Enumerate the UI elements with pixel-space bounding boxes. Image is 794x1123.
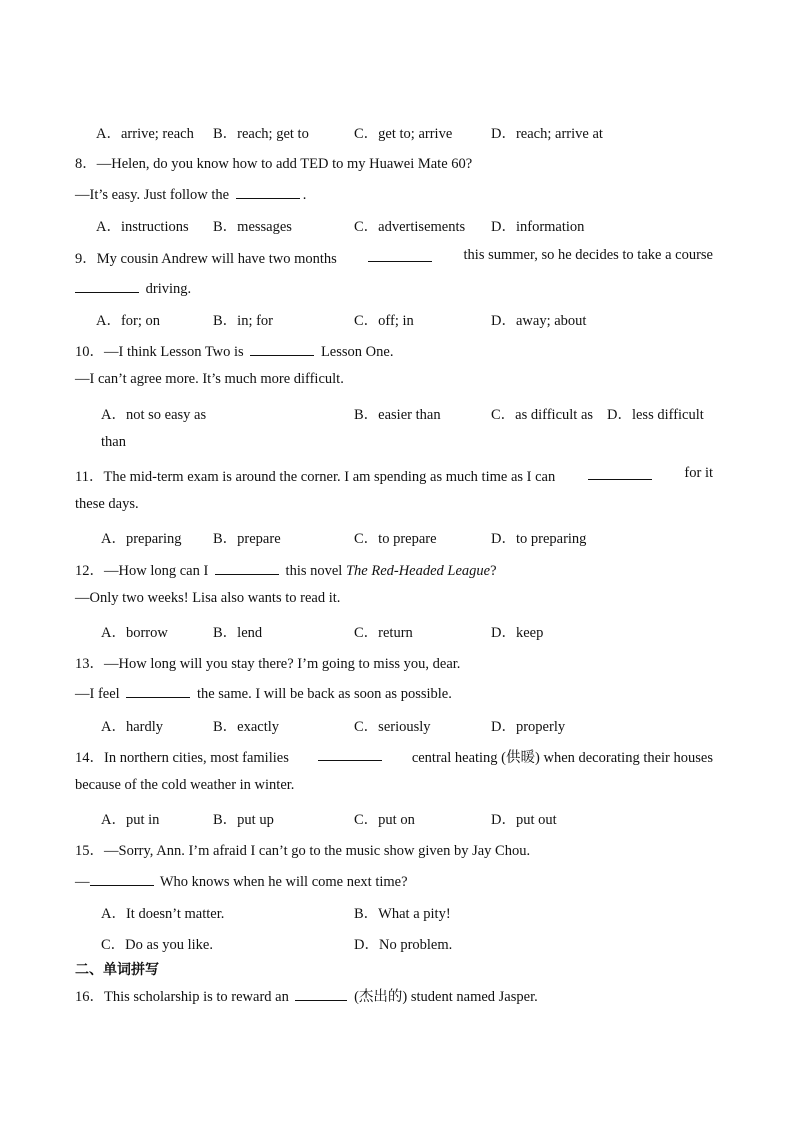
option-a[interactable]: A．instructions <box>96 219 189 235</box>
answer-blank[interactable] <box>250 341 314 356</box>
option-d[interactable]: D．to preparing <box>491 531 587 547</box>
option-a[interactable]: A．hardly <box>101 719 164 735</box>
option-c[interactable]: C．get to; arrive <box>354 126 453 142</box>
option-a[interactable]: A．for; on <box>96 313 161 329</box>
option-a[interactable]: A．not so easy as <box>101 407 207 423</box>
question-stem: 12．—How long can I this novel The Red-Headed League? <box>75 559 497 580</box>
option-c[interactable]: C．advertisements <box>354 219 466 235</box>
option-b[interactable]: B．in; for <box>213 313 274 329</box>
question-reply: —I feel the same. I will be back as soon as possible. <box>75 683 452 703</box>
question-stem: 13．—How long will you stay there? I’m going to miss you, dear. <box>75 656 461 672</box>
question-stem: 8．—Helen, do you know how to add TED to my Huawei Mate 60? <box>75 156 473 172</box>
question-stem: 9．My cousin Andrew will have two months this summer, so he decides to take a course <box>75 247 713 267</box>
question-stem: 15．—Sorry, Ann. I’m afraid I can’t go to the music show given by Jay Chou. <box>75 843 531 859</box>
question-stem: 11．The mid-term exam is around the corner. I am spending as much time as I can for it <box>75 465 713 485</box>
option-a[interactable]: A．preparing <box>101 531 182 547</box>
option-c[interactable]: C．to prepare <box>354 531 437 547</box>
question-stem: 14．In northern cities, most families central heating (供暖) when decorating their houses <box>75 746 713 767</box>
option-d[interactable]: D．away; about <box>491 313 587 329</box>
question-stem: 16．This scholarship is to reward an (杰出的) student named Jasper. <box>75 985 538 1006</box>
option-b[interactable]: B．prepare <box>213 531 281 547</box>
option-c[interactable]: C．return <box>354 625 413 641</box>
answer-blank[interactable] <box>236 184 300 199</box>
answer-blank[interactable] <box>368 247 432 262</box>
option-a[interactable]: A．put in <box>101 812 160 828</box>
option-c[interactable]: C．seriously <box>354 719 431 735</box>
question-reply: — Who knows when he will come next time? <box>75 871 408 891</box>
option-d[interactable]: D．No problem. <box>354 937 453 953</box>
answer-blank[interactable] <box>215 560 279 575</box>
answer-blank[interactable] <box>588 465 652 480</box>
option-a[interactable]: A．It doesn’t matter. <box>101 906 225 922</box>
option-d[interactable]: D．reach; arrive at <box>491 126 603 142</box>
question-stem-line-2: these days. <box>75 496 139 512</box>
option-b[interactable]: B．exactly <box>213 719 280 735</box>
option-d[interactable]: D．properly <box>491 719 566 735</box>
option-b[interactable]: B．messages <box>213 219 292 235</box>
answer-blank[interactable] <box>318 746 382 761</box>
option-d[interactable]: D．keep <box>491 625 544 641</box>
question-reply: —I can’t agree more. It’s much more difficult. <box>75 371 344 387</box>
option-d-wrap: than <box>101 434 126 450</box>
option-b[interactable]: B．What a pity! <box>354 906 451 922</box>
option-b[interactable]: B．easier than <box>354 407 441 423</box>
option-b[interactable]: B．put up <box>213 812 274 828</box>
option-c[interactable]: C．off; in <box>354 313 414 329</box>
answer-blank[interactable] <box>90 871 154 886</box>
option-d[interactable]: D．information <box>491 219 585 235</box>
question-reply: —Only two weeks! Lisa also wants to read it. <box>75 590 341 606</box>
option-d[interactable]: D．put out <box>491 812 557 828</box>
section-heading: 二、单词拼写 <box>75 962 159 978</box>
question-stem: 10．—I think Lesson Two is Lesson One. <box>75 340 393 361</box>
novel-title: The Red-Headed League <box>345 563 491 579</box>
option-d[interactable]: D．less difficult <box>607 407 704 423</box>
option-a[interactable]: A．borrow <box>101 625 168 641</box>
question-stem-line-2: driving. <box>75 278 191 298</box>
question-stem-line-2: because of the cold weather in winter. <box>75 777 295 793</box>
option-a[interactable]: A．arrive; reach <box>96 126 194 142</box>
option-c[interactable]: C．put on <box>354 812 415 828</box>
question-reply: —It’s easy. Just follow the . <box>75 184 306 204</box>
answer-blank[interactable] <box>126 683 190 698</box>
option-c[interactable]: C．as difficult as <box>491 407 594 423</box>
option-b[interactable]: B．lend <box>213 625 263 641</box>
answer-blank[interactable] <box>75 278 139 293</box>
option-c[interactable]: C．Do as you like. <box>101 937 213 953</box>
answer-blank[interactable] <box>295 986 347 1001</box>
option-b[interactable]: B．reach; get to <box>213 126 309 142</box>
